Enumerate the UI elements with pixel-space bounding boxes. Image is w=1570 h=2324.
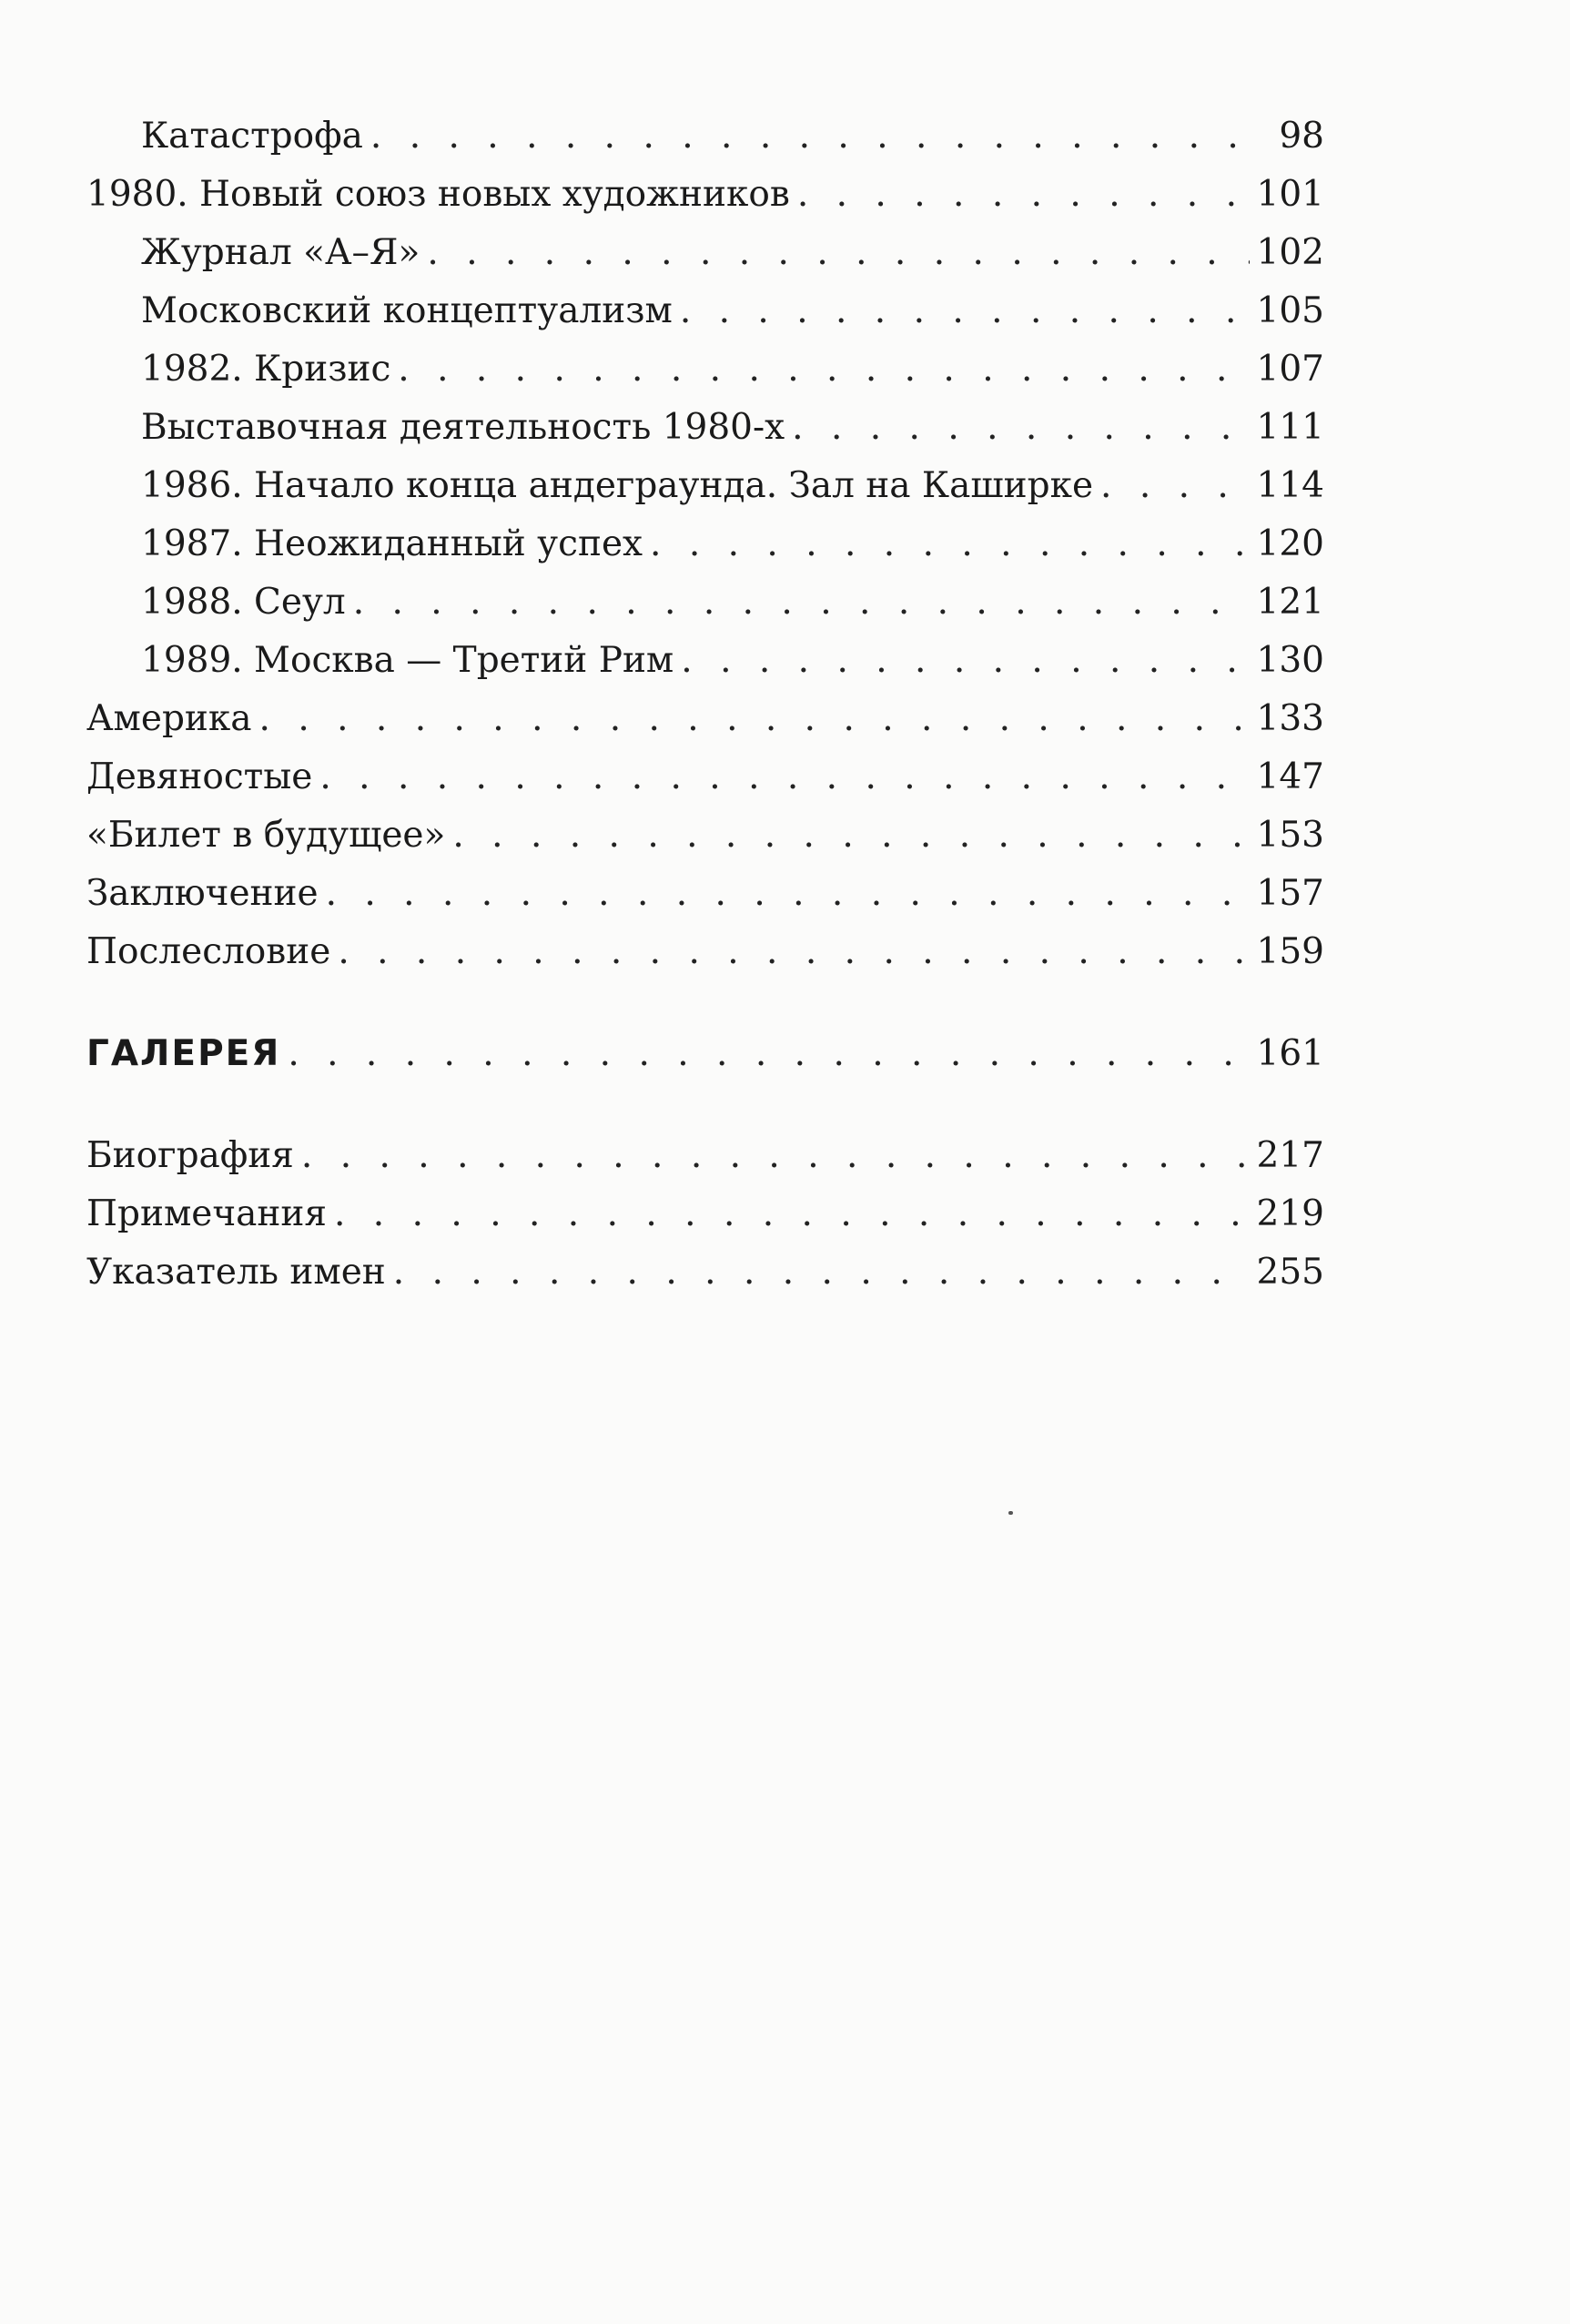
dot-leader <box>370 107 1253 166</box>
dot-leader <box>259 690 1250 748</box>
dot-leader <box>681 632 1249 690</box>
toc-entry-title: 1987. Неожиданный успех <box>141 523 643 564</box>
toc-entry-page: 120 <box>1256 523 1324 564</box>
toc-entry <box>86 224 1324 282</box>
toc-entry-page: 111 <box>1256 407 1324 448</box>
toc-entry <box>86 807 1324 865</box>
dot-leader <box>797 166 1250 224</box>
toc-entry-page: 133 <box>1256 698 1324 739</box>
toc-entry-page: 105 <box>1256 290 1324 331</box>
toc-entry-page: 159 <box>1256 931 1324 972</box>
toc-entry-title: 1980. Новый союз новых художников <box>86 174 790 215</box>
toc-entry-title: Катастрофа <box>141 116 363 157</box>
toc-entry <box>86 282 1324 340</box>
toc-entry <box>86 748 1324 807</box>
dot-leader <box>338 923 1249 981</box>
dot-leader <box>650 515 1250 573</box>
table-of-contents <box>86 107 1324 1302</box>
toc-entry-title: 1982. Кризис <box>141 349 391 390</box>
toc-entry-page: 153 <box>1256 815 1324 856</box>
toc-entry <box>86 107 1324 166</box>
toc-entry-title: 1989. Москва — Третий Рим <box>141 640 674 681</box>
dot-leader <box>398 340 1249 399</box>
toc-entry-title: 1986. Начало конца андеграунда. Зал на Каширке <box>141 465 1094 506</box>
toc-entry-title: «Билет в будущее» <box>86 815 446 856</box>
toc-entry <box>86 166 1324 224</box>
toc-entry-page: 107 <box>1256 349 1324 390</box>
toc-entry <box>86 865 1324 923</box>
dot-leader <box>427 224 1249 282</box>
dot-leader <box>301 1127 1250 1185</box>
dot-leader <box>326 865 1250 923</box>
toc-entry-page: 130 <box>1256 640 1324 681</box>
toc-entry-page: 98 <box>1279 116 1324 157</box>
toc-entry-page: 219 <box>1256 1193 1324 1234</box>
toc-section-heading <box>86 1025 1324 1083</box>
toc-entry-title: Америка <box>86 698 252 739</box>
toc-entry-page: 121 <box>1256 582 1324 623</box>
toc-entry <box>86 515 1324 573</box>
toc-entry-title: Биография <box>86 1135 294 1176</box>
toc-entry-page: 255 <box>1256 1252 1324 1293</box>
dot-leader <box>288 1025 1249 1083</box>
toc-entry-title: ГАЛЕРЕЯ <box>86 1033 281 1074</box>
dot-leader <box>680 282 1250 340</box>
toc-entry-title: Указатель имен <box>86 1252 386 1293</box>
toc-entry-title: Примечания <box>86 1193 328 1234</box>
toc-entry-page: 101 <box>1256 174 1324 215</box>
toc-entry-title: Послесловие <box>86 931 331 972</box>
toc-entry-title: Журнал «А–Я» <box>141 232 420 273</box>
toc-entry-title: Девяностые <box>86 756 313 797</box>
toc-entry <box>86 340 1324 399</box>
dot-leader <box>353 573 1250 632</box>
toc-entry-title: 1988. Сеул <box>141 582 346 623</box>
dot-leader <box>452 807 1249 865</box>
dot-leader <box>319 748 1249 807</box>
toc-entry <box>86 1127 1324 1185</box>
dot-leader <box>334 1185 1250 1243</box>
stray-ink-mark <box>1008 1511 1013 1515</box>
toc-entry-page: 157 <box>1256 873 1324 914</box>
toc-entry-page: 102 <box>1256 232 1324 273</box>
toc-entry-page: 147 <box>1256 756 1324 797</box>
toc-entry-page: 217 <box>1256 1135 1324 1176</box>
toc-entry <box>86 923 1324 981</box>
toc-entry <box>86 632 1324 690</box>
toc-entry-title: Московский концептуализм <box>141 290 673 331</box>
toc-entry <box>86 690 1324 748</box>
dot-leader <box>393 1243 1250 1302</box>
toc-entry-title: Заключение <box>86 873 319 914</box>
toc-entry <box>86 1243 1324 1302</box>
toc-entry <box>86 399 1324 457</box>
toc-entry <box>86 573 1324 632</box>
toc-entry-page: 161 <box>1256 1033 1324 1074</box>
dot-leader <box>792 399 1249 457</box>
dot-leader <box>1100 457 1250 515</box>
toc-entry <box>86 457 1324 515</box>
toc-entry-page: 114 <box>1256 465 1324 506</box>
toc-entry <box>86 1185 1324 1243</box>
toc-entry-title: Выставочная деятельность 1980-х <box>141 407 785 448</box>
